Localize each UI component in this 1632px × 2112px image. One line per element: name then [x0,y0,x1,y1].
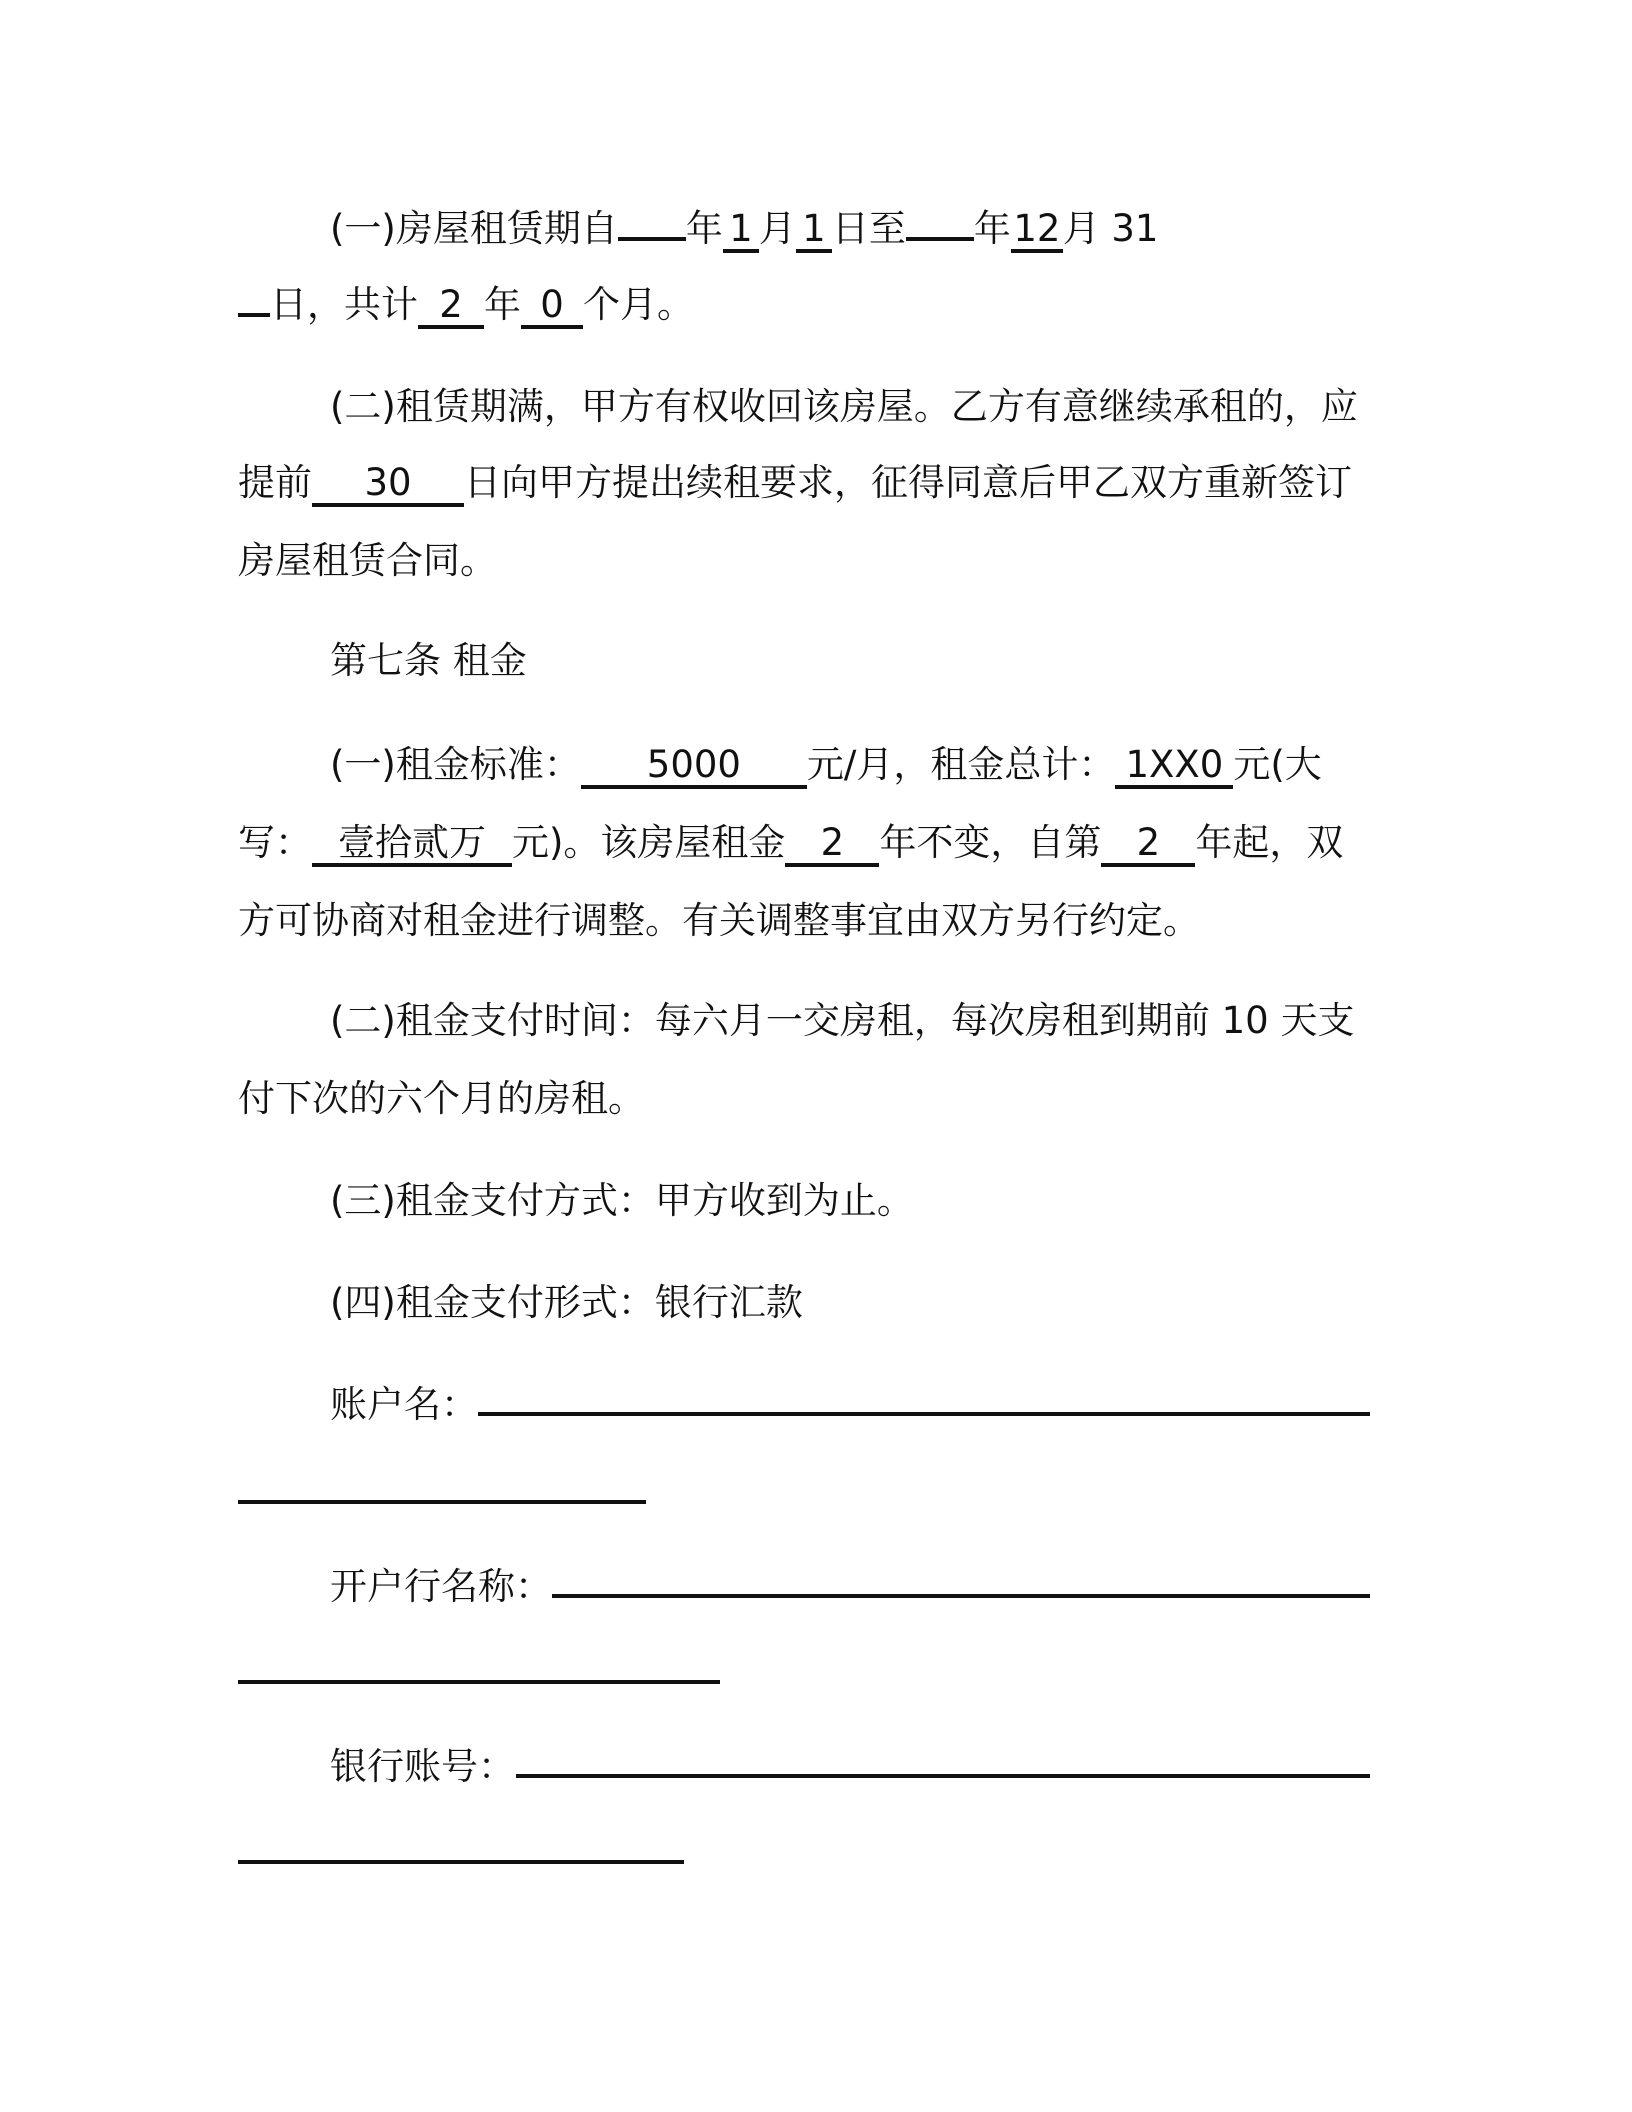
end-month-blank: 12 [1011,210,1063,253]
text: 元)。该房屋租金 [512,821,786,864]
text: 月 [1062,207,1100,250]
text: 月 [758,207,796,250]
lease-term-line-1 [330,198,1170,253]
total-rent-blank: 1XX0 [1115,746,1233,789]
total-months-blank: 0 [521,286,583,329]
text: 日向甲方提出续租要求，征得同意后甲乙双方重新签订 [464,461,1352,504]
bank-name-field-line-2[interactable] [238,1680,720,1684]
text: 年 [973,207,1011,250]
text: 提前 [238,461,312,504]
adjust-year-blank: 2 [1101,824,1195,867]
rent-line-1 [330,734,1322,789]
account-no-field-line-2[interactable] [238,1860,684,1864]
total-rent-upper-blank: 壹拾贰万 [312,824,512,867]
pay-method: (三)租金支付方式：甲方收到为止。 [330,1179,914,1222]
start-year-blank [618,237,686,241]
renewal-days-blank: 30 [312,464,464,507]
text: 年 [685,207,723,250]
lease-term-line-2 [238,274,694,329]
account-name-field-line-2[interactable] [238,1500,646,1504]
fixed-years-blank: 2 [785,824,879,867]
monthly-rent-blank: 5000 [581,746,807,789]
account-name-label: 账户名： [330,1383,478,1426]
renewal-line-3: 房屋租赁合同。 [238,539,497,582]
account-name-field-line-1[interactable] [478,1412,1370,1416]
text: (一)房屋租赁期自 [330,207,618,250]
renewal-line-1: (二)租赁期满，甲方有权收回该房屋。乙方有意继续承租的，应 [330,385,1358,428]
text: (一)租金标准： [330,743,581,786]
end-year-blank [906,237,974,241]
account-no-field-line-1[interactable] [516,1774,1370,1778]
text: 年不变，自第 [879,821,1102,864]
text: 元(大 [1233,743,1322,786]
pay-form: (四)租金支付形式：银行汇款 [330,1281,803,1324]
text: 个月。 [583,283,694,326]
rent-line-3: 方可协商对租金进行调整。有关调整事宜由双方另行约定。 [238,899,1200,942]
text: 日至 [831,207,906,250]
rent-line-2 [238,812,1343,867]
text: 年起，双 [1195,821,1344,864]
text: 元/月，租金总计： [806,743,1116,786]
end-day-underline [238,313,270,317]
total-years-blank: 2 [418,286,484,329]
bank-name-field-line-1[interactable] [552,1594,1370,1598]
text: 年 [484,283,521,326]
pay-time-line-1: (二)租金支付时间：每六月一交房租，每次房租到期前 10 天支 [330,999,1355,1042]
text: 日，共计 [270,283,418,326]
renewal-line-2 [238,452,1352,507]
text: 写： [238,821,312,864]
start-day-blank: 1 [796,210,832,253]
pay-time-line-2: 付下次的六个月的房租。 [238,1077,645,1120]
end-day-value: 31 [1111,207,1159,250]
account-no-label: 银行账号： [330,1745,515,1788]
bank-name-label: 开户行名称： [330,1565,552,1608]
start-month-blank: 1 [723,210,759,253]
article-7-title: 第七条 租金 [330,639,527,682]
